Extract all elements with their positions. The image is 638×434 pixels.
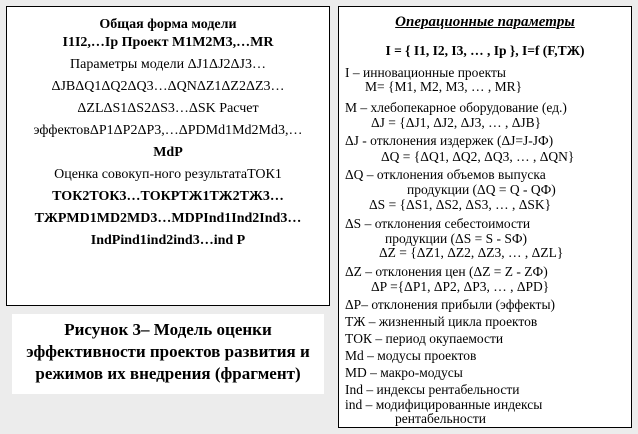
param-line: ΔZ = {ΔZ1, ΔZ2, ΔZ3, … , ΔZL} <box>379 245 564 260</box>
param-line: ΔS = {ΔS1, ΔS2, ΔS3, … , ΔSK} <box>369 197 552 212</box>
param-line: рентабельности <box>395 411 487 426</box>
model-form-line: ΔJBΔQ1ΔQ2ΔQ3…ΔQNΔZ1ΔZ2ΔZ3… <box>51 79 285 94</box>
param-line: ΔQ = {ΔQ1, ΔQ2, ΔQ3, … , ΔQN} <box>381 149 575 164</box>
param-line: продукции (ΔS = S - SФ) <box>385 231 528 246</box>
param-line: продукции (ΔQ = Q - QФ) <box>407 182 556 197</box>
param-line: ΔZ – отклонения цен (ΔZ = Z - ZФ) <box>345 264 548 279</box>
model-form-line: Параметры модели ΔJ1ΔJ2ΔJ3… <box>70 57 266 72</box>
param-line: Md – модусы проектов <box>345 348 477 363</box>
param-line: ΔJ = {ΔJ1, ΔJ2, ΔJ3, … , ΔJB} <box>371 115 542 130</box>
panel-title: Операционные параметры <box>395 14 575 30</box>
param-line: Ind – индексы рентабельности <box>345 382 520 397</box>
param-line: ΔJ - отклонения издержек (ΔJ=J-JФ) <box>345 133 554 148</box>
model-form-line: TЖPMD1MD2MD3…MDPInd1Ind2Ind3… <box>34 211 302 226</box>
model-form-line: Оценка совокуп-ного результатаТОК1 <box>54 167 282 182</box>
model-form-line: MdP <box>153 145 183 160</box>
model-form-line: IndPind1ind2ind3…ind P <box>90 233 246 248</box>
caption-line: Рисунок 3– Модель оценки <box>64 320 272 339</box>
param-line: ΔQ – отклонения объемов выпуска <box>345 167 546 182</box>
figure-caption <box>12 314 324 394</box>
caption-line: эффективности проектов развития и <box>26 342 310 361</box>
model-form-line: I1I2,…Ip Проект M1M2M3,…MR <box>62 35 274 50</box>
model-form-line: эффектовΔP1ΔP2ΔP3,…ΔPDMd1Md2Md3,… <box>33 123 303 138</box>
param-line: MD – макро-модусы <box>345 365 463 380</box>
param-line: ΔS – отклонения себестоимости <box>345 216 531 231</box>
param-line: TЖ – жизненный цикла проектов <box>345 314 538 329</box>
model-form-line: ΔZLΔS1ΔS2ΔS3…ΔSK Расчет <box>77 101 259 116</box>
model-form-panel <box>6 6 330 306</box>
operational-parameters-panel <box>338 6 632 428</box>
param-line: TОК – период окупаемости <box>345 331 504 346</box>
param-line: M – хлебопекарное оборудование (ед.) <box>345 100 567 115</box>
param-line: I – инновационные проекты <box>345 65 506 80</box>
param-line: ind – модифицированные индексы <box>345 397 543 412</box>
param-line: ΔP ={ΔP1, ΔP2, ΔP3, … , ΔPD} <box>371 279 550 294</box>
param-line: M= {M1, M2, M3, … , MR} <box>365 79 523 94</box>
model-form-heading: Общая форма модели <box>99 17 237 32</box>
caption-line: режимов их внедрения (фрагмент) <box>35 364 301 383</box>
param-line: I = { I1, I2, I3, … , Ip }, I=f (F,TЖ) <box>385 43 585 58</box>
model-form-line: ТОК2ТОК3…ТОКPTЖ1TЖ2TЖ3… <box>52 189 284 204</box>
param-line: ΔP– отклонения прибыли (эффекты) <box>345 297 556 312</box>
